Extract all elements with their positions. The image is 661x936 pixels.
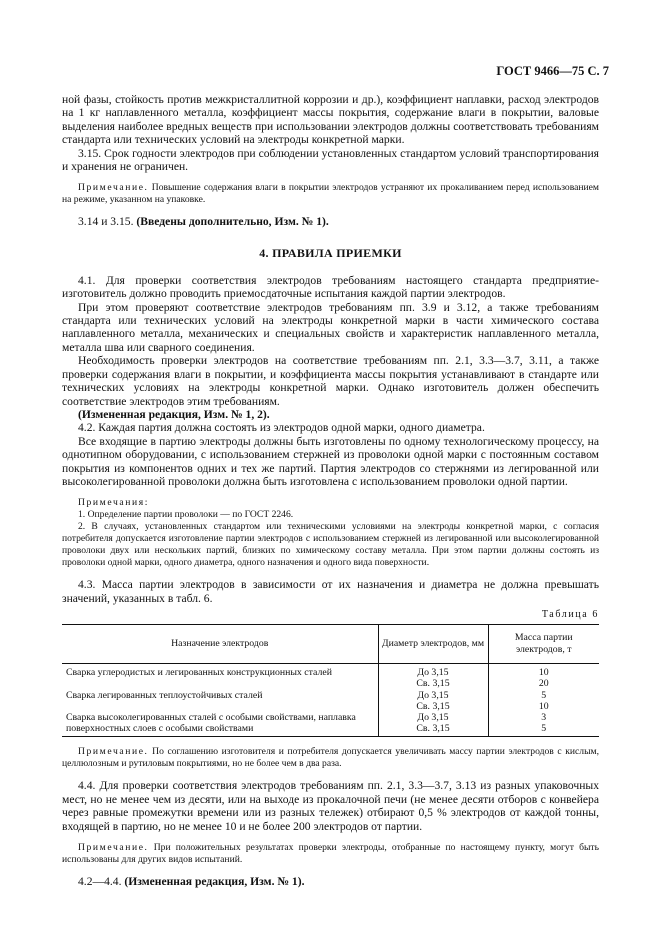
header-diameter: Диаметр электродов, мм [378,625,488,664]
notes-label: Примечания: [78,497,149,509]
amendment-3-14 [62,215,599,228]
note-lot-mass: Примечание. По соглашению изготовителя и потребителя допускается увеличивать массу партии электродов с кислым, целлюлозным и рутиловым покрытиями, но не более чем в два раза. [62,746,599,770]
paragraph-3-15: 3.15. Срок годности электродов при соблюдении установленных стандартом условий транспортирования и хранения не ограничен. [62,146,599,174]
table-row: Сварка легированных теплоустойчивых сталей До 3,15 Св. 3,15 5 10 [66,689,549,712]
amendment-bold: (Введены дополнительно, Изм. № 1). [136,215,329,229]
amendment-4-1: (Измененная редакция, Изм. № 1, 2). [78,407,270,421]
header-mass: Масса партии электродов, т [488,625,599,664]
paragraph-4-3: 4.3. Масса партии электродов в зависимости от их назначения и диаметра не должна превышать значений, указанных в табл. 6. [62,578,599,605]
section-title: 4. ПРАВИЛА ПРИЕМКИ [259,245,402,260]
table-row: Сварка высоколегированных сталей с особыми свойствами, наплавка поверхностных слоев с особыми свойствами До 3,15 Св. 3,15 3 5 [62,712,599,737]
document-body [62,93,599,888]
note-sample-use: Примечание. При положительных результатах проверки электроды, отобранные по настоящему пункту, могут быть использованы для других видов испытаний. [62,842,599,865]
note-item-2: 2. В случаях, установленных стандартом или техническими условиями на электроды конкретной марки, с согласия потребителя допускается изготовление партии электродов с использованием стержней из легированной или высоколегированной проволоки двух или нескольких партий, близких по химическому составу металла. При этом партии должны состоять из проволоки одной марки, одного диаметра, одного назначения и одного вида поверхности. [62,521,599,569]
paragraph-4-2-lot: Все входящие в партию электроды должны быть изготовлены по одному технологическому процессу, на однотипном оборудовании, с использованием стержней из проволоки одной марки с постоянным составом покрытия из компонентов одних и тех же партий. Партия электродов со стержнями из легированной или высоколегированной проволоки должна быть изготовлена с использованием проволоки одной партии. [62,434,599,488]
table-header-row [62,625,599,664]
paragraph-4-1-necessity: Необходимость проверки электродов на соответствие требованиям пп. 2.1, 3.3—3.7, 3.11, а также проверки содержания влаги в покрытии, и коэффициента массы покрытия устанавливают в стандарте или технических условиях на электроды конкретной марки. Однако изготовитель должен обеспечить соответствие электродов этим требованиям. [62,354,599,408]
note-item-1: 1. Определение партии проволоки — по ГОСТ 2246. [78,509,294,521]
paragraph-continued: ной фазы, стойкость против межкристаллитной коррозии и др.), коэффициент наплавки, расход электродов на 1 кг наплавленного металла, коэффициент массы покрытия, содержание влаги в покрытии, валовые выделения наиболее вредных веществ при использовании электродов должны соответствовать требованиям стандарта или технических условий на электроды конкретной марки. [62,93,599,147]
paragraph-4-4: 4.4. Для проверки соответствия электродов требованиям пп. 2.1, 3.3—3.7, 3.13 из разных упаковочных мест, но не менее чем из десяти, или на выходе из прокалочной печи (не менее десяти отборов с конвейера через равные промежутки времени или из разных тележек) отбирают 0,5 % электродов от каждой тонны, входящей в партию, но не менее 10 и не более 200 электродов от партии. [62,779,599,833]
paragraph-4-1-checks: При этом проверяют соответствие электродов требованиям пп. 3.9 и 3.12, а также требованиям стандарта или технических условий на электроды конкретной марки в части химического состава наплавленного металла, механических и специальных свойств и характеристик наплавленного металла, металла шва или сварного соединения. [62,300,599,354]
paragraph-4-1: 4.1. Для проверки соответствия электродов требованиям настоящего стандарта предприятие-изготовитель должно проводить приемосдаточные испытания каждой партии электродов. [62,273,599,301]
header-purpose: Назначение электродов [62,625,378,664]
table-6 [62,624,599,737]
note-label: Примечание. [78,182,149,194]
amendment-prefix: 3.14 и 3.15. [78,215,137,229]
table-row: Сварка углеродистых и легированных конструкционных сталей До 3,15 Св. 3,15 10 20 [62,664,599,690]
paragraph-4-2: 4.2. Каждая партия должна состоять из электродов одной марки, одного диаметра. [78,421,485,435]
note-text: Повышение содержания влаги в покрытии электродов устраняют их прокаливанием перед использованием на режиме, указанном на упаковке. [62,182,599,206]
table-caption: Таблица 6 [541,609,599,621]
amendment-4-2-4-4: 4.2—4.4. (Измененная редакция, Изм. № 1). [78,875,305,888]
note-moisture [62,182,599,206]
page-header: ГОСТ 9466—75 С. 7 [496,64,609,78]
